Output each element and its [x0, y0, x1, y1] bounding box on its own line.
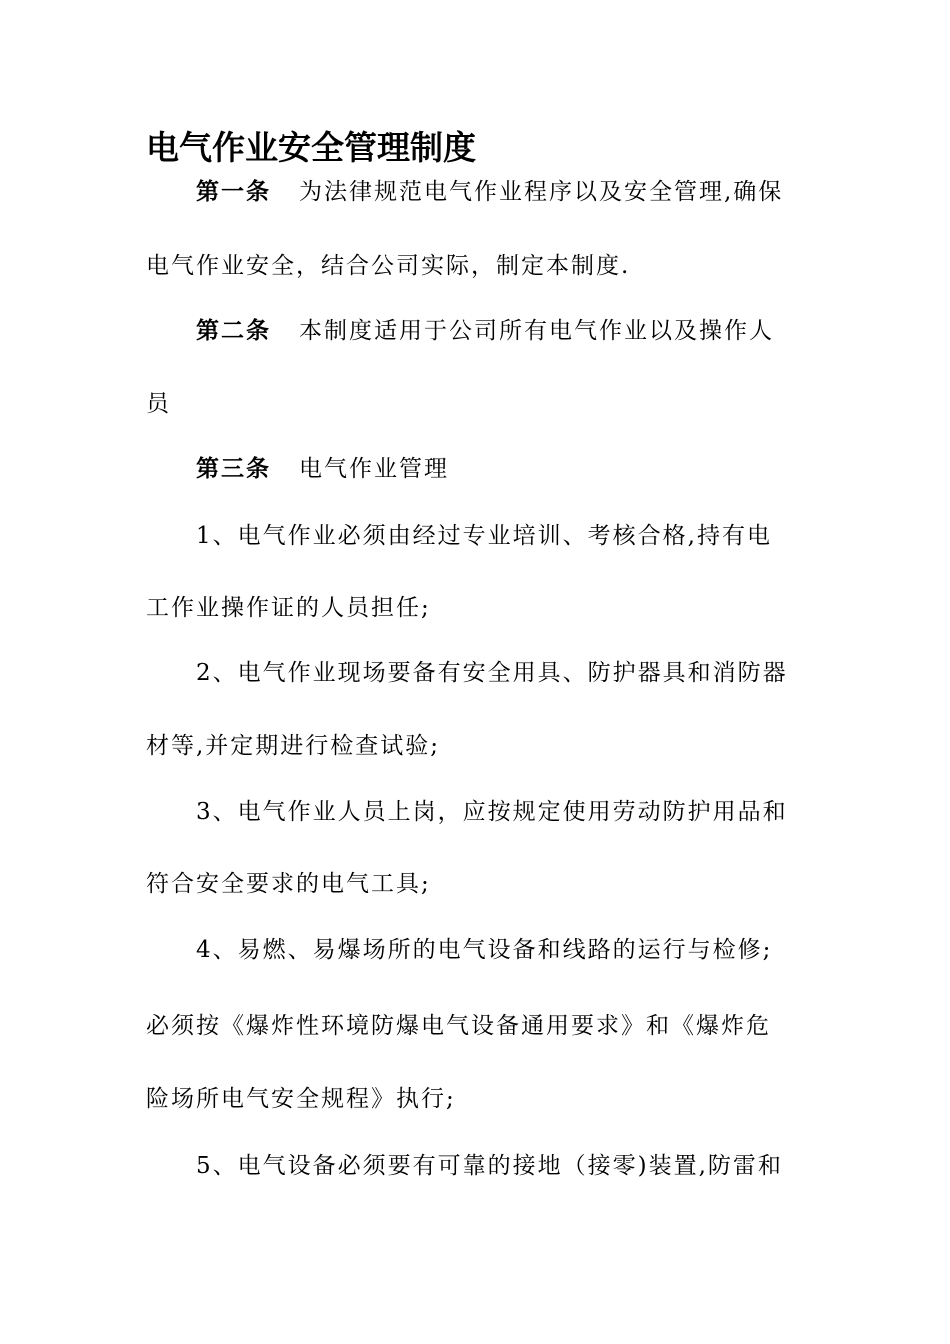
paragraph-text: 工作业操作证的人员担任;	[146, 595, 431, 621]
paragraph-text: 4、易燃、易爆场所的电气设备和线路的运行与检修;	[196, 937, 773, 963]
paragraph-text: 2、电气作业现场要备有安全用具、防护器具和消防器	[196, 660, 788, 686]
document-title: 电气作业安全管理制度	[146, 128, 476, 167]
item-4-line-2	[146, 1008, 771, 1044]
paragraph-text: 为法律规范电气作业程序以及安全管理,确保	[299, 179, 784, 205]
item-1-line-1	[196, 518, 772, 554]
article-1-line-1	[196, 174, 783, 210]
paragraph-text: 5、电气设备必须要有可靠的接地（接零)装置,防雷和	[196, 1153, 783, 1179]
paragraph-text: 员	[146, 391, 171, 417]
article-label: 第二条	[196, 318, 271, 344]
article-1-line-2	[146, 248, 630, 284]
item-2-line-2	[146, 728, 440, 764]
paragraph-text: 电气作业安全，结合公司实际，制定本制度.	[146, 253, 631, 279]
item-5-line-1	[196, 1148, 783, 1184]
article-2-line-1	[196, 313, 774, 349]
paragraph-text: 材等,并定期进行检查试验;	[146, 733, 441, 759]
item-4-line-3	[146, 1081, 456, 1117]
paragraph-text: 符合安全要求的电气工具;	[146, 871, 431, 897]
item-1-line-2	[146, 590, 431, 626]
item-2-line-1	[196, 655, 788, 691]
item-3-line-1	[196, 794, 788, 830]
paragraph-text: 3、电气作业人员上岗，应按规定使用劳动防护用品和	[196, 799, 788, 825]
paragraph-text: 1、电气作业必须由经过专业培训、考核合格,持有电	[196, 523, 772, 549]
article-2-line-2	[146, 386, 171, 422]
item-4-line-1	[196, 932, 772, 968]
article-label: 第三条	[196, 456, 271, 482]
paragraph-text: 本制度适用于公司所有电气作业以及操作人	[299, 318, 774, 344]
article-3-line-1	[196, 451, 449, 487]
paragraph-text: 必须按《爆炸性环境防爆电气设备通用要求》和《爆炸危	[146, 1013, 771, 1039]
paragraph-text: 电气作业管理	[299, 456, 449, 482]
article-label: 第一条	[196, 179, 271, 205]
item-3-line-2	[146, 866, 431, 902]
paragraph-text: 险场所电气安全规程》执行;	[146, 1086, 456, 1112]
